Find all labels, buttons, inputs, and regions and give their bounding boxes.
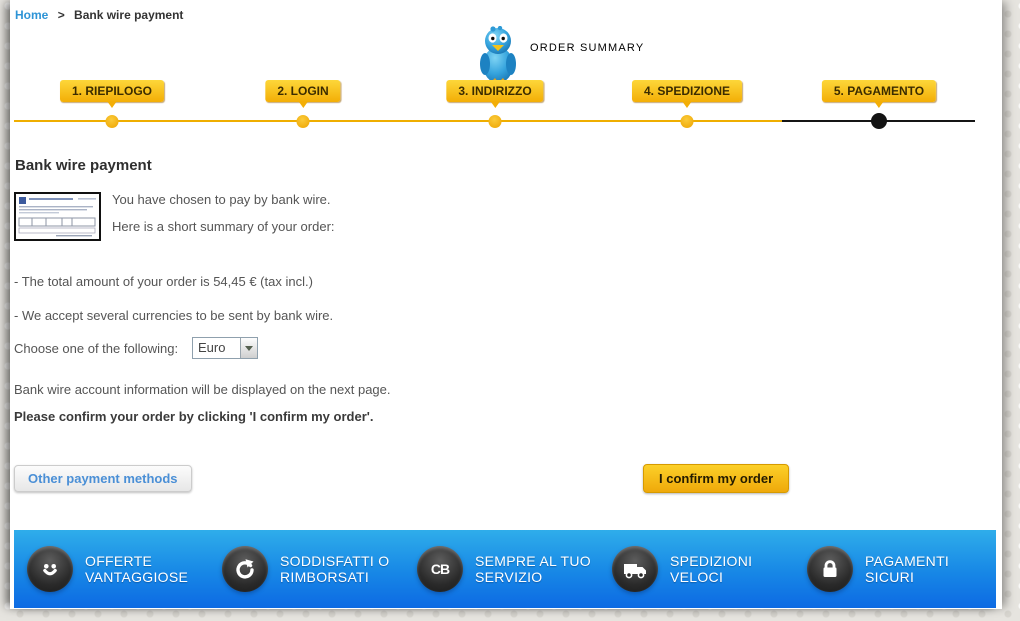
checkout-page xyxy=(10,0,1002,609)
step-indirizzo[interactable] xyxy=(446,80,543,102)
reassurance-label: SICURI xyxy=(865,569,915,585)
reassurance-item-service xyxy=(417,530,591,608)
step-label[interactable]: 2. LOGIN xyxy=(265,80,340,102)
breadcrumb-home-link[interactable]: Home xyxy=(15,8,49,22)
step-dot xyxy=(489,115,502,128)
page-title: Bank wire payment xyxy=(15,157,152,174)
reassurance-label: SPEDIZIONI xyxy=(670,553,753,569)
reassurance-label: VELOCI xyxy=(670,569,724,585)
reassurance-label: RIMBORSATI xyxy=(280,569,370,585)
confirm-order-button[interactable]: I confirm my order xyxy=(643,464,789,493)
reassurance-label: PAGAMENTI xyxy=(865,553,950,569)
step-label[interactable]: 3. INDIRIZZO xyxy=(446,80,543,102)
currency-select[interactable] xyxy=(192,337,258,359)
breadcrumb-separator: > xyxy=(57,8,65,22)
reassurance-label: VANTAGGIOSE xyxy=(85,569,189,585)
lock-icon xyxy=(807,546,853,592)
reassurance-label: SODDISFATTI O xyxy=(280,553,390,569)
currency-selected-value: Euro xyxy=(198,340,226,355)
step-label[interactable]: 4. SPEDIZIONE xyxy=(632,80,742,102)
truck-icon xyxy=(612,546,658,592)
step-dot xyxy=(297,115,310,128)
progress-line-done xyxy=(14,120,782,122)
reassurance-bar xyxy=(14,530,996,608)
select-dropdown-button[interactable] xyxy=(240,338,257,358)
intro-line-1: You have chosen to pay by bank wire. xyxy=(112,192,331,207)
breadcrumb xyxy=(15,8,183,22)
reassurance-item-shipping xyxy=(612,530,752,608)
total-amount-line: - The total amount of your order is 54,45 € (tax incl.) xyxy=(14,274,313,289)
confirm-instruction-line: Please confirm your order by clicking 'I confirm my order'. xyxy=(14,409,374,424)
reassurance-label: SEMPRE AL TUO xyxy=(475,553,591,569)
step-pagamento[interactable] xyxy=(822,80,936,102)
currencies-line: - We accept several currencies to be sent by bank wire. xyxy=(14,308,334,323)
smiley-icon xyxy=(27,546,73,592)
reassurance-item-offers xyxy=(27,530,188,608)
intro-line-2: Here is a short summary of your order: xyxy=(112,219,335,234)
account-info-line: Bank wire account information will be displayed on the next page. xyxy=(14,382,391,397)
step-spedizione[interactable] xyxy=(632,80,742,102)
other-payment-methods-button[interactable]: Other payment methods xyxy=(14,465,192,492)
refresh-icon xyxy=(222,546,268,592)
reassurance-label: SERVIZIO xyxy=(475,569,543,585)
reassurance-label: OFFERTE xyxy=(85,553,153,569)
order-summary-alt-text: ORDER SUMMARY xyxy=(530,42,645,54)
bankwire-image xyxy=(14,192,101,241)
breadcrumb-current: Bank wire payment xyxy=(74,8,184,22)
step-dot xyxy=(106,115,119,128)
choose-currency-label: Choose one of the following: xyxy=(14,341,179,356)
step-label[interactable]: 1. RIEPILOGO xyxy=(60,80,164,102)
step-dot xyxy=(681,115,694,128)
svg-text:CB: CB xyxy=(430,561,450,577)
reassurance-item-refund xyxy=(222,530,389,608)
step-label[interactable]: 5. PAGAMENTO xyxy=(822,80,936,102)
chevron-down-icon xyxy=(245,346,253,351)
step-riepilogo[interactable] xyxy=(60,80,164,102)
reassurance-item-payment xyxy=(807,530,949,608)
step-dot-current xyxy=(871,113,887,129)
credit-card-icon xyxy=(417,546,463,592)
step-login[interactable] xyxy=(265,80,340,102)
